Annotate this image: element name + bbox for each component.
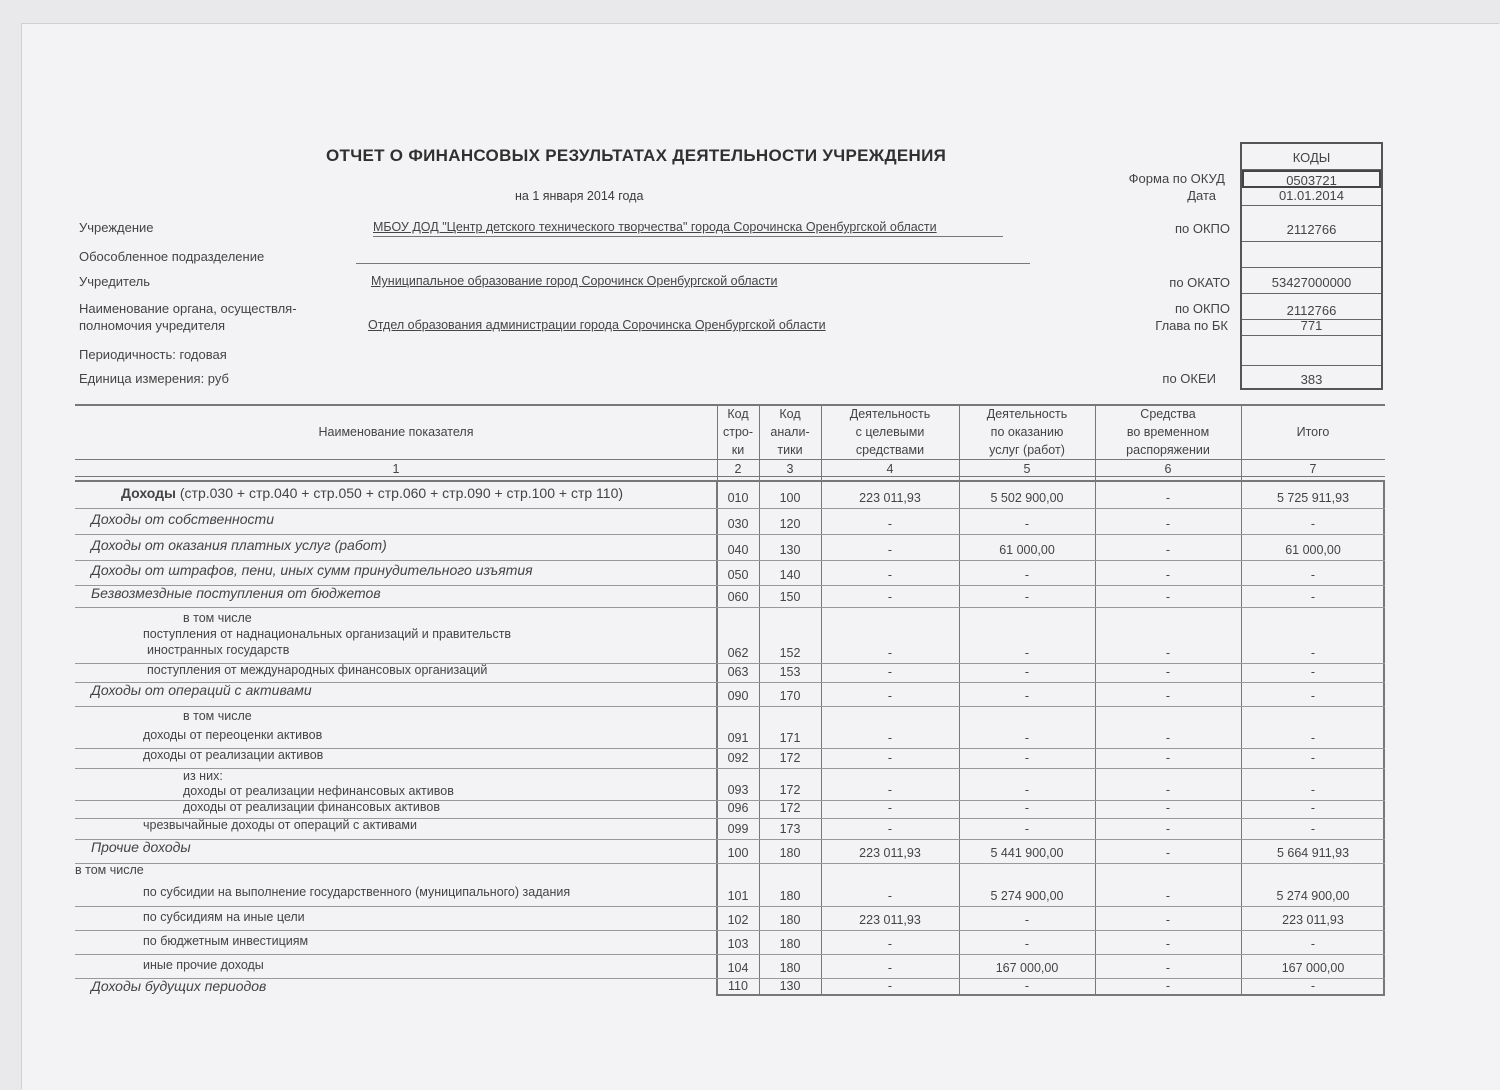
table-row [75,748,1385,768]
table-row [75,482,1385,508]
cell-col5: 5 502 900,00 [990,491,1064,505]
cell-col5: 5 441 900,00 [990,846,1064,860]
date-code: 01.01.2014 [1242,188,1381,206]
cell-col6: - [1165,665,1171,679]
table-row [75,508,1385,534]
cell-col6: - [1165,822,1171,836]
cell-code-analytics: 172 [779,751,801,765]
cell-col7: - [1310,979,1316,993]
empty-code-2 [1242,336,1381,366]
table-row [75,585,1385,607]
cell-col6: - [1165,801,1171,815]
authority-value: Отдел образования администрации города Сорочинска Оренбургской области [368,318,826,332]
table-row [75,607,1385,663]
cell-col7: - [1310,822,1316,836]
row-name: по бюджетным инвестициям [143,934,309,948]
cell-code-row: 096 [727,801,749,815]
okei-label: по ОКЕИ [1162,371,1216,386]
cell-code-analytics: 180 [779,937,801,951]
cell-col4: - [887,731,893,745]
header-name: Наименование показателя [318,425,474,439]
cell-col6: - [1165,751,1171,765]
cell-code-row: 099 [727,822,749,836]
row-name: чрезвычайные доходы от операций с активами [143,818,417,832]
date-label: Дата [1187,188,1216,203]
cell-col7: - [1310,689,1316,703]
cell-col5: - [1024,646,1030,660]
cell-col7: - [1310,783,1316,797]
institution-underline [373,236,1003,237]
cell-col4: - [887,543,893,557]
cell-col4: - [887,665,893,679]
row-name: Доходы от операций с активами [91,682,312,698]
cell-code-row: 103 [727,937,749,951]
cell-code-row: 092 [727,751,749,765]
cell-col6: - [1165,568,1171,582]
cell-col5: - [1024,751,1030,765]
table-row [75,954,1385,978]
table-row [75,978,1385,996]
cell-col4: - [887,801,893,815]
cell-col4: - [887,822,893,836]
cell-col6: - [1165,689,1171,703]
cell-col7: - [1310,751,1316,765]
institution-label: Учреждение [79,220,154,235]
cell-col6: - [1165,913,1171,927]
okpo2-code: 2112766 [1242,294,1381,320]
cell-col4: - [887,590,893,604]
table-row [75,818,1385,839]
cell-code-analytics: 180 [779,846,801,860]
cell-code-analytics: 130 [779,979,801,993]
cell-code-row: 063 [727,665,749,679]
cell-code-analytics: 180 [779,889,801,903]
okato-code: 53427000000 [1242,268,1381,294]
header-code-analytics: Код анали- тики [770,407,810,457]
authority-label-2: полномочия учредителя [79,318,226,333]
cell-code-row: 050 [727,568,749,582]
row-name: по субсидиям на иные цели [143,910,305,924]
okpo2-label: по ОКПО [1174,301,1230,316]
report-date: на 1 января 2014 года [515,189,644,203]
cell-col6: - [1165,590,1171,604]
row-name: Доходы будущих периодов [91,978,267,994]
colnum-7: 7 [1309,462,1317,476]
header-col7: Итого [1296,425,1330,439]
cell-col4: - [887,568,893,582]
table-row [75,800,1385,818]
empty-code [1242,242,1381,268]
cell-code-row: 104 [727,961,749,975]
cell-col6: - [1165,937,1171,951]
cell-col6: - [1165,783,1171,797]
colnum-3: 3 [786,462,794,476]
okato-label: по ОКАТО [1169,275,1230,290]
cell-col6: - [1165,889,1171,903]
cell-code-row: 010 [727,491,749,505]
okpo-label: по ОКПО [1174,221,1230,236]
cell-code-row: 091 [727,731,749,745]
cell-col4: - [887,961,893,975]
cell-code-analytics: 120 [779,517,801,531]
table-row [75,706,1385,748]
subdivision-label: Обособленное подразделение [79,249,265,264]
row-subheading: из них: [183,769,223,783]
header-code-row: Код стро- ки [722,407,754,457]
periodicity: Периодичность: годовая [79,347,227,362]
authority-label-1: Наименование органа, осуществля- [79,301,297,316]
cell-code-analytics: 170 [779,689,801,703]
cell-code-row: 093 [727,783,749,797]
cell-code-row: 062 [727,646,749,660]
row-name: Доходы от штрафов, пени, иных сумм принудительного изъятия [91,562,533,578]
cell-col4: - [887,751,893,765]
cell-col5: - [1024,517,1030,531]
cell-col7: - [1310,517,1316,531]
cell-col5: - [1024,783,1030,797]
cell-col6: - [1165,961,1171,975]
row-name: по субсидии на выполнение государственного (муниципального) задания [143,885,571,899]
cell-col6: - [1165,846,1171,860]
cell-col7: - [1310,937,1316,951]
cell-code-row: 030 [727,517,749,531]
cell-col7: 167 000,00 [1281,961,1345,975]
colnum-1: 1 [392,462,400,476]
table-row [75,663,1385,682]
table-row [75,534,1385,560]
row-name: доходы от реализации нефинансовых активов [183,784,454,798]
cell-col5: - [1024,937,1030,951]
cell-code-analytics: 172 [779,783,801,797]
row-subheading: в том числе [183,709,252,723]
founder-label: Учредитель [79,274,151,289]
cell-code-analytics: 171 [779,731,801,745]
cell-col7: - [1310,568,1316,582]
cell-col4: - [887,889,893,903]
cell-code-analytics: 150 [779,590,801,604]
cell-code-row: 090 [727,689,749,703]
cell-col7: 5 725 911,93 [1276,491,1350,505]
codes-header: КОДЫ [1242,144,1381,170]
cell-code-row: 101 [727,889,749,903]
cell-col7: - [1310,590,1316,604]
bk-label: Глава по БК [1155,318,1228,333]
table-row [75,906,1385,930]
cell-col5: - [1024,568,1030,582]
table-row [75,839,1385,863]
cell-col7: 61 000,00 [1285,543,1341,557]
cell-col5: 61 000,00 [999,543,1055,557]
cell-col4: - [887,979,893,993]
table-row [75,863,1385,906]
report-title: ОТЧЕТ О ФИНАНСОВЫХ РЕЗУЛЬТАТАХ ДЕЯТЕЛЬНОСТИ УЧРЕЖДЕНИЯ [326,146,947,165]
cell-col5: - [1024,979,1030,993]
cell-code-analytics: 172 [779,801,801,815]
cell-code-row: 060 [727,590,749,604]
table-row [75,930,1385,954]
table-row [75,560,1385,585]
cell-col6: - [1165,517,1171,531]
header-col5: Деятельность по оказанию услуг (работ) [986,407,1068,457]
row-name: Доходы от собственности [91,511,274,527]
header-col6: Средства во временном распоряжении [1126,407,1210,457]
codes-box [1240,142,1383,390]
cell-col4: - [887,937,893,951]
cell-col5: - [1024,913,1030,927]
cell-code-row: 102 [727,913,749,927]
cell-col4: - [887,783,893,797]
cell-col4: - [887,646,893,660]
okpo-code: 2112766 [1242,206,1381,242]
cell-col5: - [1024,822,1030,836]
cell-code-analytics: 153 [779,665,801,679]
cell-col7: - [1310,801,1316,815]
cell-col6: - [1165,491,1171,505]
cell-col4: 223 011,93 [859,491,921,505]
cell-col6: - [1165,646,1171,660]
cell-col4: - [887,517,893,531]
cell-code-analytics: 152 [779,646,801,660]
cell-col7: - [1310,665,1316,679]
cell-code-analytics: 180 [779,913,801,927]
row-name: поступления от международных финансовых организаций [147,663,488,677]
row-name: Доходы от оказания платных услуг (работ) [91,537,387,553]
cell-code-analytics: 140 [779,568,801,582]
founder-value: Муниципальное образование город Сорочинск Оренбургской области [371,274,778,288]
row-name: Доходы (стр.030 + стр.040 + стр.050 + стр.060 + стр.090 + стр.100 + стр 110) [121,485,624,501]
cell-col5: - [1024,689,1030,703]
cell-code-analytics: 180 [779,961,801,975]
row-name: доходы от реализации финансовых активов [183,800,441,814]
cell-col7: 223 011,93 [1282,913,1344,927]
okud-label: Форма по ОКУД [1128,171,1225,186]
subdivision-underline [356,263,1030,264]
row-name: Безвозмездные поступления от бюджетов [91,585,381,601]
row-name: Прочие доходы [91,839,191,855]
row-name: иные прочие доходы [143,958,264,972]
cell-code-analytics: 100 [779,491,801,505]
row-name: поступления от наднациональных организаций и правительств [143,627,512,641]
row-name-continued: иностранных государств [147,643,290,657]
cell-code-row: 100 [727,846,749,860]
cell-code-analytics: 173 [779,822,801,836]
cell-col7: 5 664 911,93 [1276,846,1350,860]
cell-col7: - [1310,646,1316,660]
okei-code: 383 [1300,372,1323,387]
row-name: доходы от переоценки активов [143,728,323,742]
cell-col6: - [1165,543,1171,557]
cell-col5: - [1024,731,1030,745]
colnum-4: 4 [886,462,894,476]
cell-col6: - [1165,731,1171,745]
cell-col6: - [1165,979,1171,993]
cell-col4: 223 011,93 [859,913,921,927]
cell-col5: - [1024,590,1030,604]
colnum-6: 6 [1164,462,1172,476]
table-row [75,768,1385,800]
header-col4: Деятельность с целевыми средствами [849,407,931,457]
cell-code-row: 110 [728,979,748,993]
row-name: доходы от реализации активов [143,748,324,762]
cell-col5: - [1024,801,1030,815]
table-row [75,682,1385,706]
cell-col4: 223 011,93 [859,846,921,860]
cell-code-row: 040 [727,543,749,557]
row-subheading: в том числе [75,863,144,877]
cell-col5: 167 000,00 [995,961,1059,975]
okud-code: 0503721 [1242,170,1381,188]
bk-code: 771 [1242,320,1381,336]
cell-code-analytics: 130 [779,543,801,557]
cell-col7: - [1310,731,1316,745]
cell-col7: 5 274 900,00 [1276,889,1350,903]
cell-col5: 5 274 900,00 [990,889,1064,903]
cell-col5: - [1024,665,1030,679]
unit-of-measure: Единица измерения: руб [79,371,229,386]
colnum-5: 5 [1023,462,1031,476]
colnum-2: 2 [734,462,742,476]
institution-value: МБОУ ДОД "Центр детского технического творчества" города Сорочинска Оренбургской области [373,220,937,234]
cell-col4: - [887,689,893,703]
row-subheading: в том числе [183,611,252,625]
